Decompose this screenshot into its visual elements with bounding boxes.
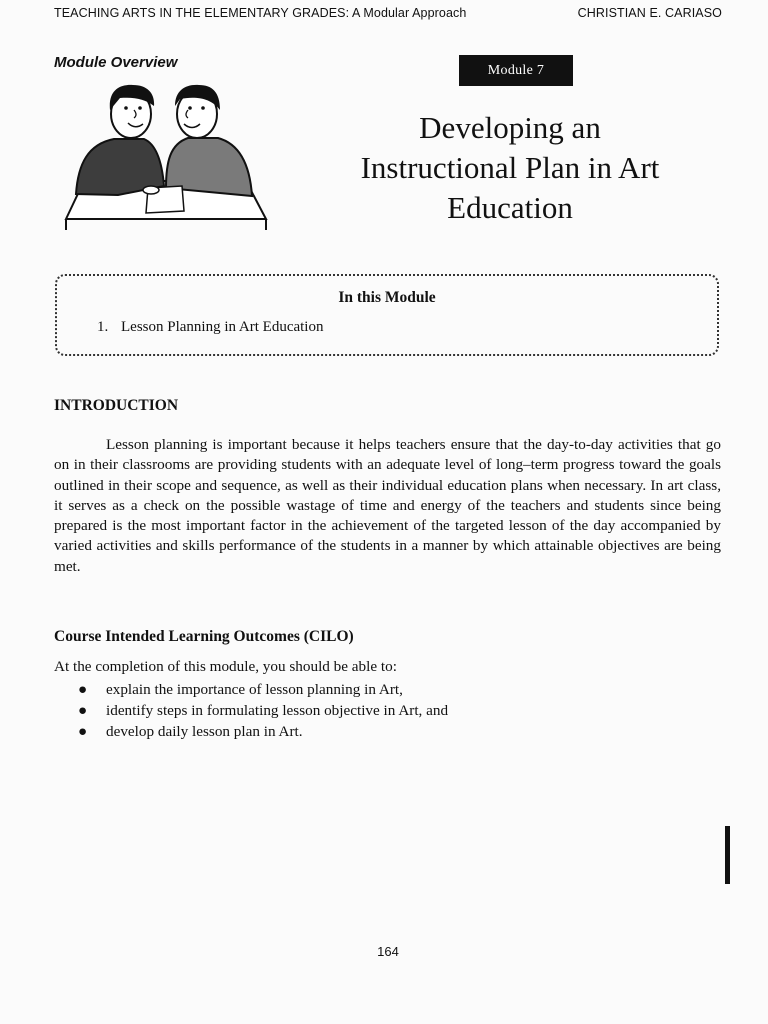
module-title [318,108,702,228]
outcome-text: develop daily lesson plan in Art. [106,723,303,740]
cilo-heading: Course Intended Learning Outcomes (CILO) [54,628,354,645]
cilo-lead-text: At the completion of this module, you should be able to: [54,658,397,675]
two-students-at-desk-icon [56,82,272,232]
list-item [54,679,448,700]
module-topic-label: Lesson Planning in Art Education [121,319,324,335]
bullet-icon: ● [78,681,88,698]
module-topic-item [97,319,323,336]
module-topic-number: 1. [97,319,109,335]
outcome-text: explain the importance of lesson planning in Art, [106,681,403,698]
list-item [54,721,448,742]
module-overview-label: Module Overview [54,54,178,71]
module-number-badge: Module 7 [459,55,573,86]
module-title-line: Instructional Plan in Art [360,150,660,185]
author-name: CHRISTIAN E. CARIASO [577,6,722,20]
bullet-icon: ● [78,702,88,719]
book-title: TEACHING ARTS IN THE ELEMENTARY GRADES: A Modular Approach [54,6,467,20]
running-header [54,6,722,20]
module-title-line: Developing an [419,110,601,145]
module-title-line: Education [447,190,573,225]
in-this-module-heading: In this Module [338,289,436,306]
outcome-text: identify steps in formulating lesson objective in Art, and [106,702,449,719]
in-this-module-box [55,274,719,356]
introduction-paragraph: Lesson planning is important because it helps teachers ensure that the day-to-day activities that go on in their classrooms are providing students with an adequate level of long–term progress toward the goals outlined in their scope and sequence, as well as their individual education plans when necessary. In art class, it serves as a check on the possible wastage of time and energy of the teachers and students since being prepared is the most important factor in the achievement of the targeted lesson of the day accompanied by varied activities and skills performance of the students in a manner by which attainable objectives are being met. [54,436,721,575]
cilo-outcomes-list [54,679,448,742]
list-item [54,700,448,721]
introduction-heading: INTRODUCTION [54,397,179,414]
bullet-icon: ● [78,723,88,740]
page-number: 164 [377,944,399,959]
page-edge-mark [725,826,730,884]
